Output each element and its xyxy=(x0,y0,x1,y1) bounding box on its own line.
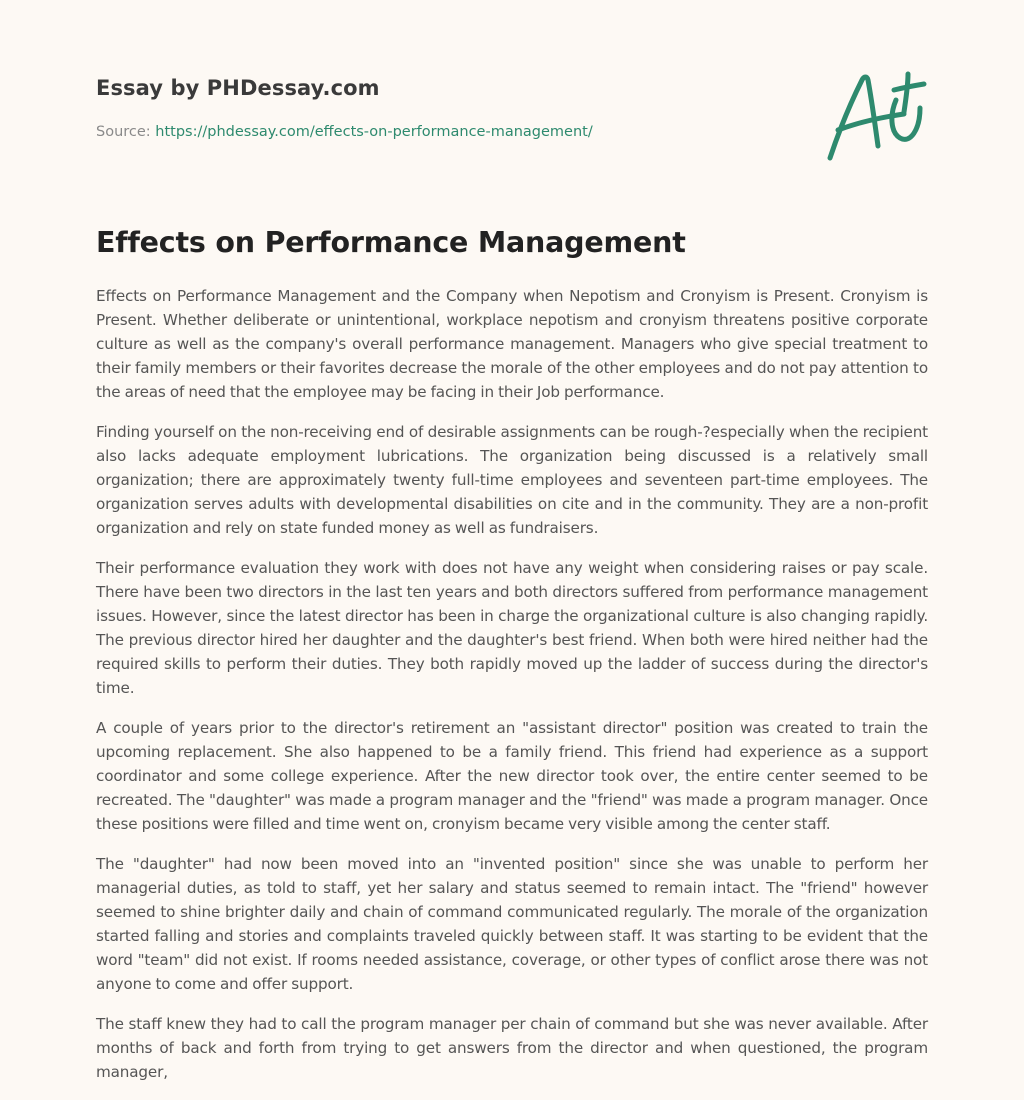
essay-paragraph: Their performance evaluation they work with does not have any weight when considering raises or pay scale. There have been two directors in the last ten years and both directors suffered from performance management issues. However, since the latest director has been in charge the organizational culture is also changing rapidly. The previous director hired her daughter and the daughter's best friend. When both were hired neither had the required skills to perform their duties. They both rapidly moved up the ladder of success during the director's time. xyxy=(96,559,928,697)
essay-page xyxy=(96,0,928,1081)
a-plus-grade-icon xyxy=(824,68,928,164)
essay-paragraph: The "daughter" had now been moved into an "invented position" since she was unable to perform her managerial duties, as told to staff, yet her salary and status seemed to remain intact. The "friend" however seemed to shine brighter daily and chain of command communicated regularly. The morale of the organization started falling and stories and complaints traveled quickly between staff. It was starting to be evident that the word "team" did not exist. If rooms needed assistance, coverage, or other types of conflict arose there was not anyone to come and offer support. xyxy=(96,855,928,993)
source-link[interactable]: https://phdessay.com/effects-on-performance-management/ xyxy=(155,124,593,140)
essay-header xyxy=(96,0,928,200)
essay-title: Effects on Performance Management xyxy=(96,226,686,259)
essay-paragraph: Effects on Performance Management and the Company when Nepotism and Cronyism is Present. Cronyism is Present. Whether deliberate or unintentional, workplace nepotism and cronyism threatens positive corporate culture as well as the company's overall performance management. Managers who give special treatment to their family members or their favorites decrease the morale of the other employees and do not pay attention to the areas of need that the employee may be facing in their Job performance. xyxy=(96,287,928,401)
essay-body xyxy=(96,284,928,1100)
source-line xyxy=(96,124,593,140)
essay-paragraph: A couple of years prior to the director's retirement an "assistant director" position was created to train the upcoming replacement. She also happened to be a family friend. This friend had experience as a support coordinator and some college experience. After the new director took over, the entire center seemed to be recreated. The "daughter" was made a program manager and the "friend" was made a program manager. Once these positions were filled and time went on, cronyism became very visible among the center staff. xyxy=(96,719,928,833)
essay-paragraph: The staff knew they had to call the program manager per chain of command but she was never available. After months of back and forth from trying to get answers from the director and when questioned, the program manager, xyxy=(96,1015,928,1081)
source-label: Source: xyxy=(96,124,151,140)
site-brand: Essay by PHDessay.com xyxy=(96,76,380,100)
essay-paragraph: Finding yourself on the non-receiving end of desirable assignments can be rough-?especially when the recipient also lacks adequate employment lubrications. The organization being discussed is a relatively small organization; there are approximately twenty full-time employees and seventeen part-time employees. The organization serves adults with developmental disabilities on cite and in the community. They are a non-profit organization and rely on state funded money as well as fundraisers. xyxy=(96,423,928,537)
